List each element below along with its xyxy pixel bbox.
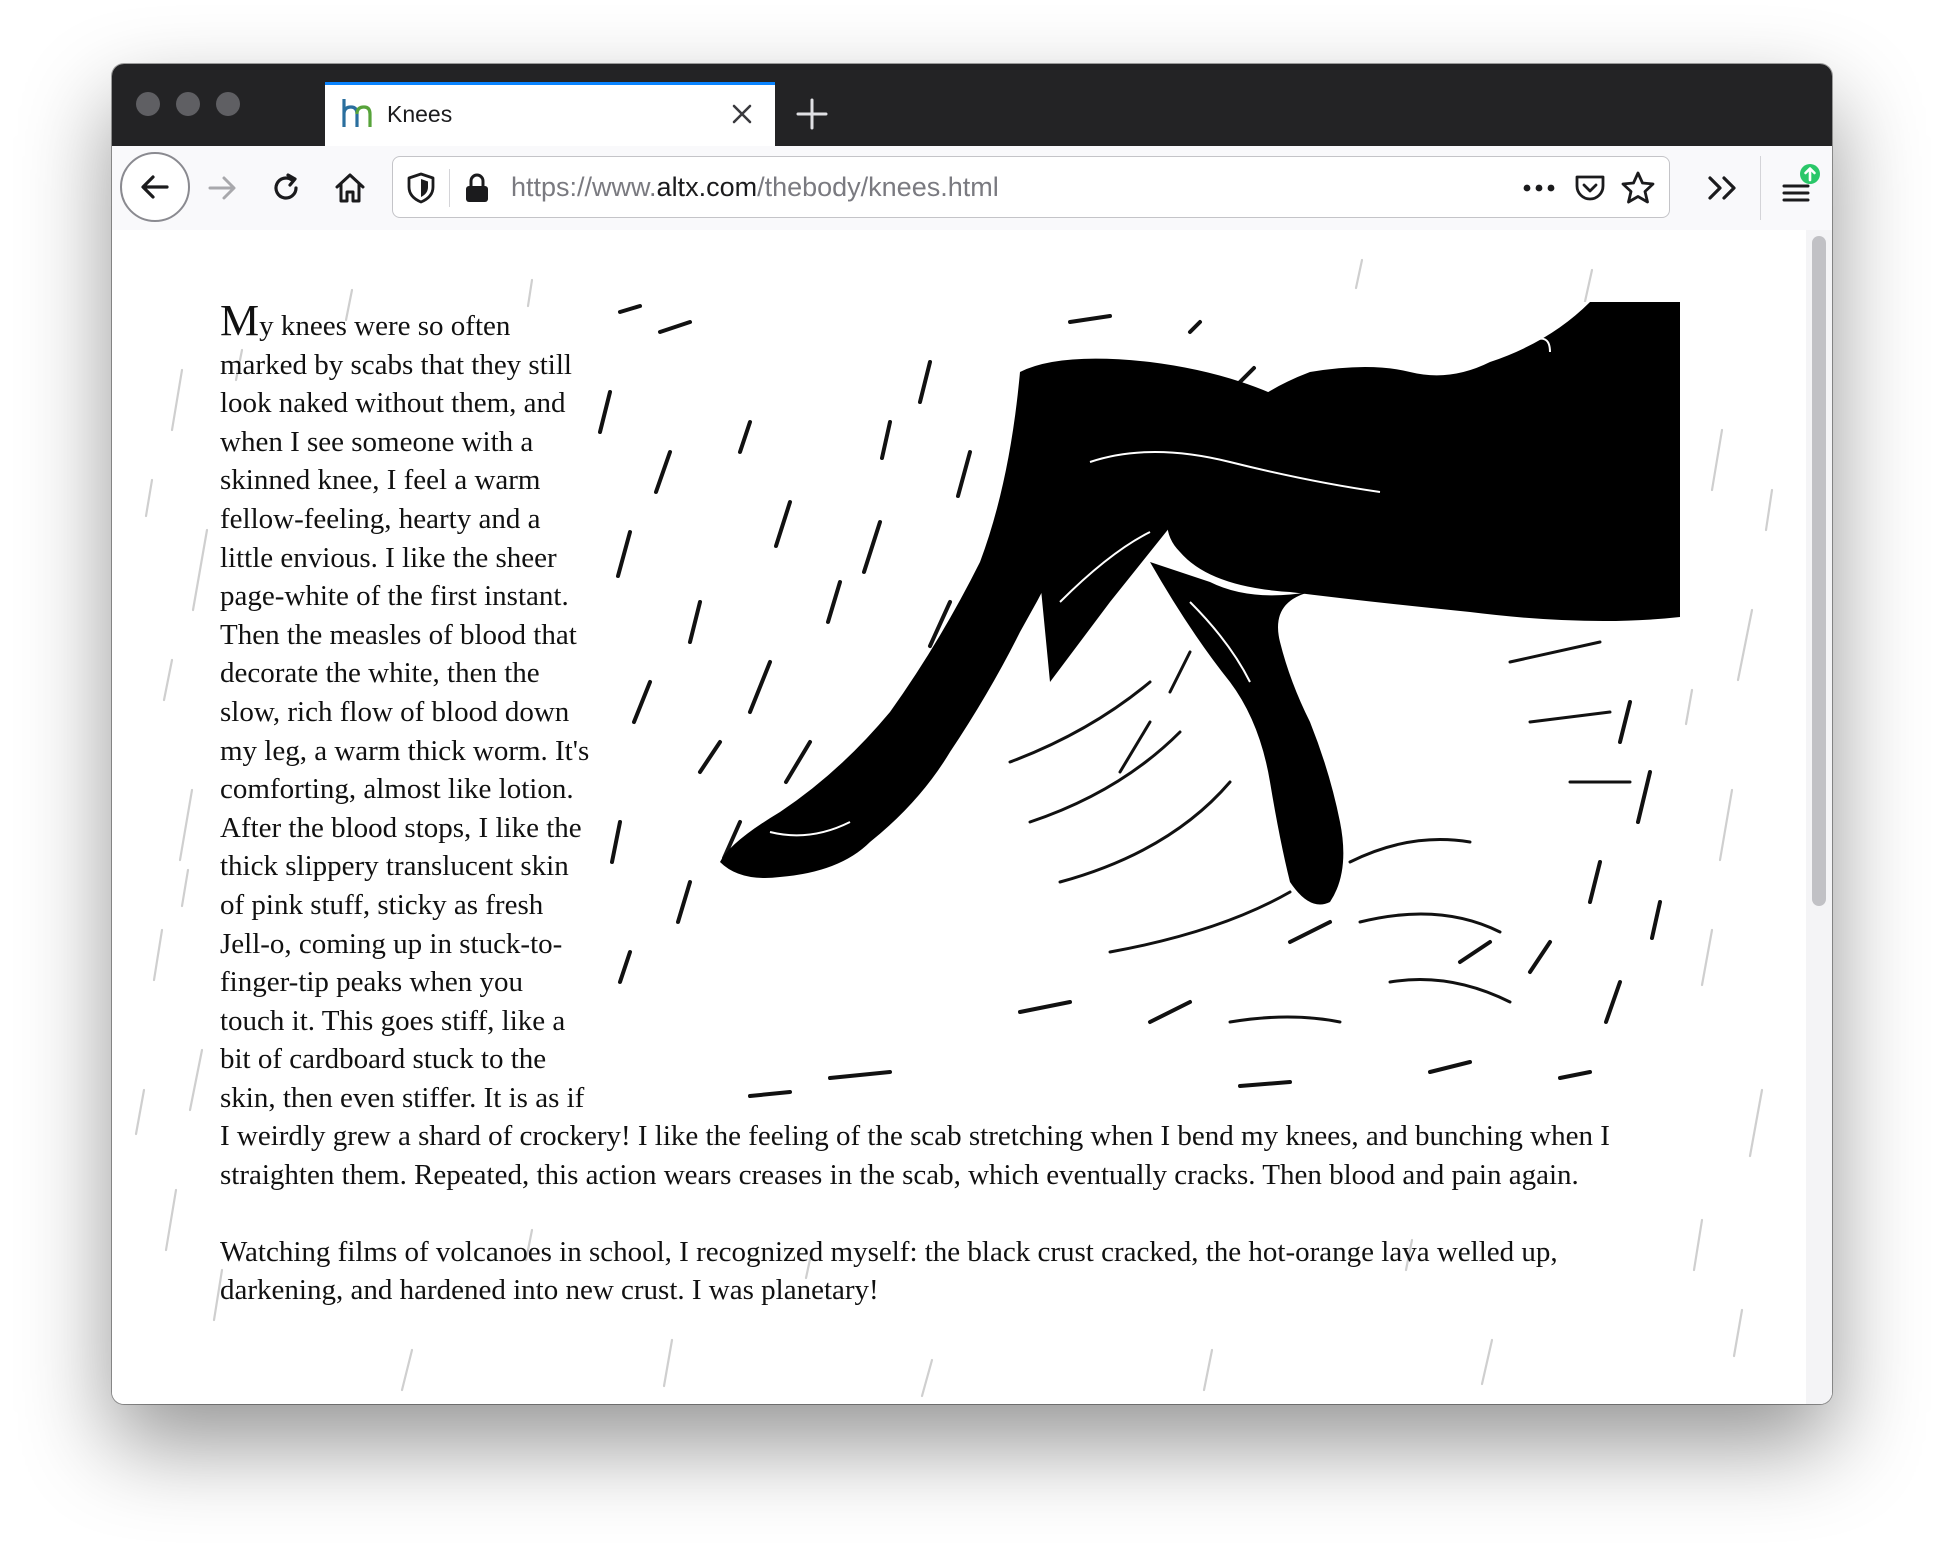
shield-icon[interactable] — [405, 171, 437, 205]
paragraph-2: Watching films of volcanoes in school, I recognized myself: the black crust cracked, the hot-orange lava welled up, darkening, and hardened into new crust. I was planetary! — [220, 1235, 1558, 1307]
article — [220, 296, 1680, 1310]
window-controls — [136, 92, 240, 116]
navigation-toolbar — [112, 146, 1832, 231]
back-button[interactable] — [120, 152, 190, 222]
browser-window — [112, 64, 1832, 1404]
url-divider — [449, 169, 450, 207]
vertical-scrollbar[interactable] — [1806, 230, 1832, 1404]
toolbar-separator — [1760, 156, 1761, 220]
zoom-window-button[interactable] — [216, 92, 240, 116]
back-arrow-icon — [137, 169, 173, 205]
scrollbar-thumb[interactable] — [1812, 236, 1826, 906]
forward-button[interactable] — [192, 158, 252, 218]
page-content[interactable] — [112, 230, 1832, 1404]
hm-favicon-icon — [341, 97, 377, 131]
legs-woodcut-illustration — [590, 302, 1680, 1107]
url-prefix: https://www. — [511, 172, 657, 202]
home-button[interactable] — [320, 158, 380, 218]
paragraph-1-text: y knees were so often marked by scabs that they still look naked without them, and when I see someone with a skinned knee, I feel a warm fellow-feeling, hearty and a little envious. I like the sheer page-white of the first instant. Then the measles of blood that decorate the white, then the slow, rich flow of blood down my leg, a warm thick worm. It's comforting, almost like lotion. After the blood stops, I like the thick slippery translucent skin of pink stuff, sticky as fresh Jell-o, coming up in stuck-to-finger-tip peaks when you touch it. This goes stiff, like a bit of cardboard stuck to the skin, then even stiffer. It is as if I weirdly grew a shard of crockery! I like the feeling of the scab stretching when I bend my knees, and bunching when I straighten them. Repeated, this action wears creases in the scab, which eventually cracks. Then blood and pain again. — [220, 310, 1610, 1192]
url-bar[interactable] — [392, 156, 1670, 218]
menu-icon[interactable] — [1772, 160, 1824, 216]
close-window-button[interactable] — [136, 92, 160, 116]
drop-cap: M — [220, 296, 260, 345]
chevron-double-right-icon[interactable] — [1700, 160, 1748, 216]
home-icon — [332, 170, 368, 206]
reload-button[interactable] — [256, 158, 316, 218]
reload-icon — [268, 170, 304, 206]
title-bar — [112, 64, 1832, 146]
close-icon[interactable] — [727, 99, 757, 129]
lock-icon[interactable] — [463, 171, 491, 205]
forward-arrow-icon — [204, 170, 240, 206]
more-dots-icon[interactable] — [1519, 171, 1559, 205]
url-path: /thebody/knees.html — [757, 172, 999, 202]
tab-knees[interactable] — [325, 82, 775, 146]
tab-title: Knees — [387, 101, 453, 127]
url-domain: altx.com — [656, 172, 758, 202]
pocket-icon[interactable] — [1573, 171, 1607, 205]
plus-icon[interactable] — [792, 94, 832, 134]
star-icon[interactable] — [1619, 169, 1657, 207]
woodcut-image — [590, 302, 1680, 1107]
url-text[interactable] — [511, 172, 999, 203]
minimize-window-button[interactable] — [176, 92, 200, 116]
